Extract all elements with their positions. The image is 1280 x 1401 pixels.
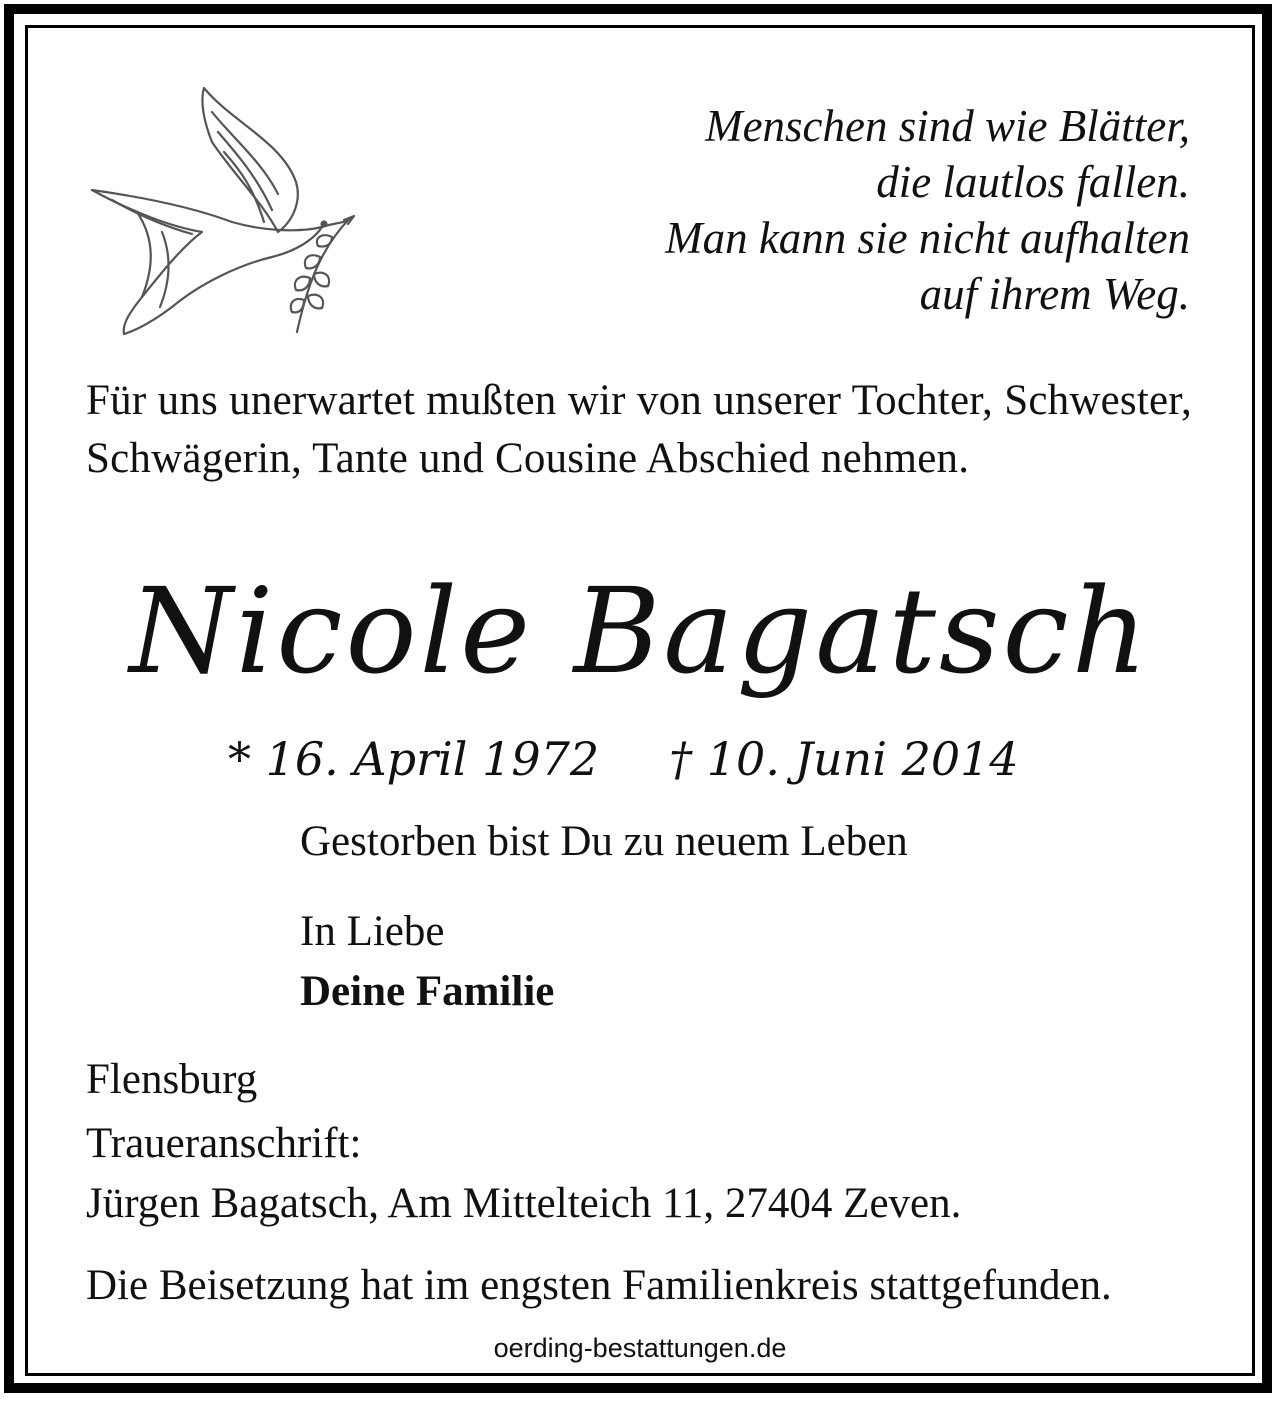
- dove-with-olive-branch-icon: [82, 82, 362, 342]
- life-dates: [228, 724, 1019, 794]
- closing-phrase: Gestorben bist Du zu neuem Leben: [300, 818, 908, 865]
- poem-line: Menschen sind wie Blätter,: [705, 101, 1190, 151]
- poem-line: auf ihrem Weg.: [919, 269, 1190, 319]
- death-date: † 10. Juni 2014: [669, 732, 1019, 786]
- address: Jürgen Bagatsch, Am Mittelteich 11, 27404 Zeven.: [86, 1180, 962, 1227]
- burial-note: Die Beisetzung hat im engsten Familienkreis stattgefunden.: [86, 1262, 1112, 1309]
- birth-date: * 16. April 1972: [228, 732, 600, 786]
- closing-greeting: In Liebe: [300, 908, 445, 955]
- poem-line: Man kann sie nicht aufhalten: [665, 213, 1190, 263]
- poem-line: die lautlos fallen.: [876, 157, 1190, 207]
- closing-signature: Deine Familie: [300, 968, 555, 1015]
- poem: [570, 98, 1190, 322]
- place: Flensburg: [86, 1056, 258, 1103]
- address-label: Traueranschrift:: [86, 1120, 362, 1167]
- website-link[interactable]: oerding-bestattungen.de: [493, 1333, 787, 1363]
- deceased-name: Nicole Bagatsch: [129, 562, 1151, 700]
- intro-text: Für uns unerwartet mußten wir von unserer Tochter, Schwester, Schwägerin, Tante und Cousine Abschied nehmen.: [86, 377, 1192, 482]
